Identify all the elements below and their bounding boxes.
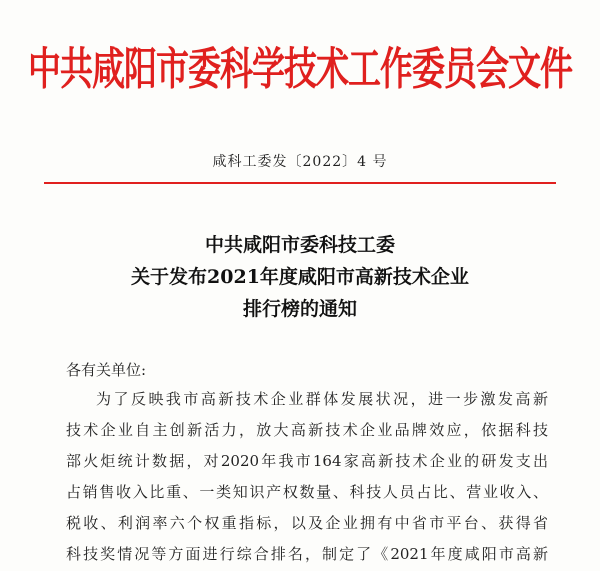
body-line: 技术企业自主创新活力，放大高新技术企业品牌效应，依据科技 [66,421,548,439]
body-line: 税收、利润率六个权重指标，以及企业拥有中省市平台、获得省 [66,514,548,532]
notice-title-line-3: 排行榜的通知 [242,298,357,320]
masthead-title: 中共咸阳市委科学技术工作委员会文件 [28,42,572,95]
document-number: 咸科工委发〔2022〕4 号 [212,154,388,170]
red-divider-line [44,182,556,184]
body-line: 部火炬统计数据，对2020年我市164家高新技术企业的研发支出 [66,452,548,470]
notice-title-line-2: 关于发布2021年度咸阳市高新技术企业 [131,266,469,288]
body-line: 占销售收入比重、一类知识产权数量、科技人员占比、营业收入、 [66,483,548,501]
salutation: 各有关单位: [66,361,147,379]
body-line: 为了反映我市高新技术企业群体发展状况，进一步激发高新 [96,390,548,408]
body-line: 科技奖情况等方面进行综合排名，制定了《2021年度咸阳市高新 [66,545,548,563]
notice-title-line-1: 中共咸阳市委科技工委 [204,234,395,256]
body-paragraph [66,384,548,570]
